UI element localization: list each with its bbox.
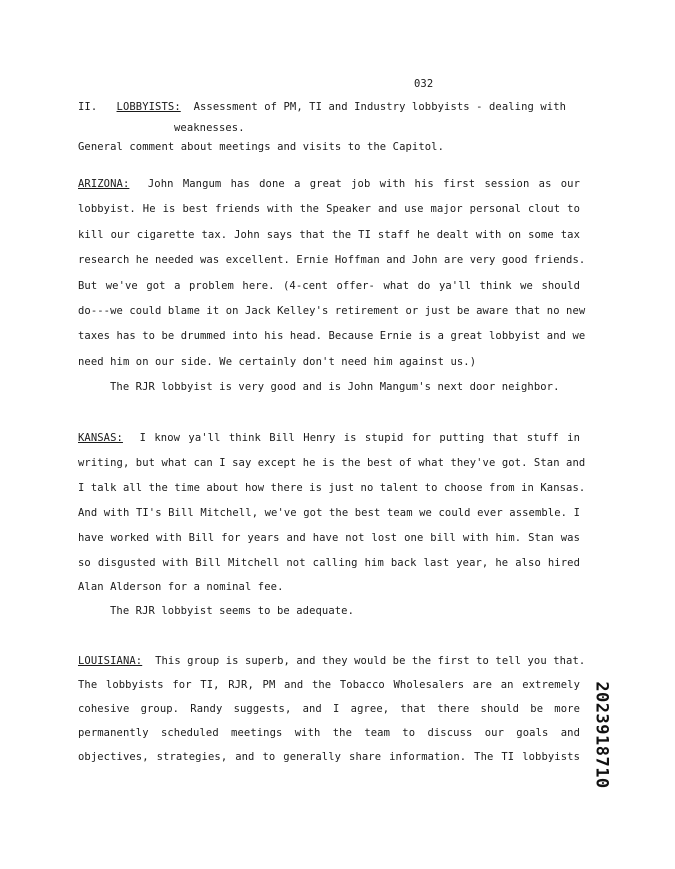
arizona-line: kill our cigarette tax. John says that the TI staff he dealt with on some tax bbox=[78, 229, 580, 241]
kansas-line: And with TI's Bill Mitchell, we've got the best team we could ever assemble. I bbox=[78, 507, 580, 519]
section-title: LOBBYISTS: bbox=[116, 101, 181, 113]
arizona-last-line: need him on our side. We certainly don't need him against us.) bbox=[78, 356, 477, 368]
arizona-line: lobbyist. He is best friends with the Speaker and use major personal clout to bbox=[78, 203, 580, 215]
kansas-line: I talk all the time about how there is just no talent to choose from in Kansas. bbox=[78, 482, 586, 494]
kansas-last-line: Alan Alderson for a nominal fee. bbox=[78, 581, 284, 593]
bates-number bbox=[588, 672, 616, 797]
arizona-rjr-note: The RJR lobbyist is very good and is John Mangum's next door neighbor. bbox=[110, 381, 560, 393]
louisiana-line: objectives, strategies, and to generally share information. The TI lobbyists bbox=[78, 751, 580, 763]
section-line2: weaknesses. bbox=[174, 122, 245, 134]
arizona-line: taxes has to be drummed into his head. Because Ernie is a great lobbyist and we bbox=[78, 330, 586, 342]
kansas-line: writing, but what can I say except he is the best of what they've got. Stan and bbox=[78, 457, 586, 469]
kansas-line1-text: I know ya'll think Bill Henry is stupid for putting that stuff in bbox=[139, 432, 580, 444]
page-number: 032 bbox=[414, 78, 434, 90]
arizona-line: research he needed was excellent. Ernie Hoffman and John are very good friends. bbox=[78, 254, 586, 266]
arizona-line: But we've got a problem here. (4-cent offer- what do ya'll think we should bbox=[78, 280, 580, 292]
louisiana-line: cohesive group. Randy suggests, and I agree, that there should be more bbox=[78, 703, 580, 715]
section-roman: II. bbox=[78, 101, 98, 113]
arizona-line: do---we could blame it on Jack Kelley's retirement or just be aware that no new bbox=[78, 305, 586, 317]
kansas-line-1 bbox=[78, 432, 580, 444]
kansas-heading: KANSAS: bbox=[78, 432, 123, 444]
arizona-heading: ARIZONA: bbox=[78, 178, 130, 190]
louisiana-line: The lobbyists for TI, RJR, PM and the Tobacco Wholesalers are an extremely bbox=[78, 679, 580, 691]
arizona-line-1 bbox=[78, 178, 580, 190]
louisiana-heading: LOUISIANA: bbox=[78, 655, 143, 667]
kansas-line: so disgusted with Bill Mitchell not calling him back last year, he also hired bbox=[78, 557, 580, 569]
bates-number-text: 2023918710 bbox=[592, 680, 613, 789]
section-line1: Assessment of PM, TI and Industry lobbyists - dealing with bbox=[193, 101, 567, 113]
kansas-rjr-note: The RJR lobbyist seems to be adequate. bbox=[110, 605, 355, 617]
arizona-line1-text: John Mangum has done a great job with his first session as our bbox=[147, 178, 581, 190]
louisiana-line: permanently scheduled meetings with the team to discuss our goals and bbox=[78, 727, 580, 739]
general-comment: General comment about meetings and visits to the Capitol. bbox=[78, 141, 445, 153]
louisiana-line-1 bbox=[78, 655, 586, 667]
section-heading bbox=[78, 101, 566, 113]
louisiana-line1-text: This group is superb, and they would be the first to tell you that. bbox=[155, 655, 586, 667]
kansas-line: have worked with Bill for years and have not lost one bill with him. Stan was bbox=[78, 532, 580, 544]
